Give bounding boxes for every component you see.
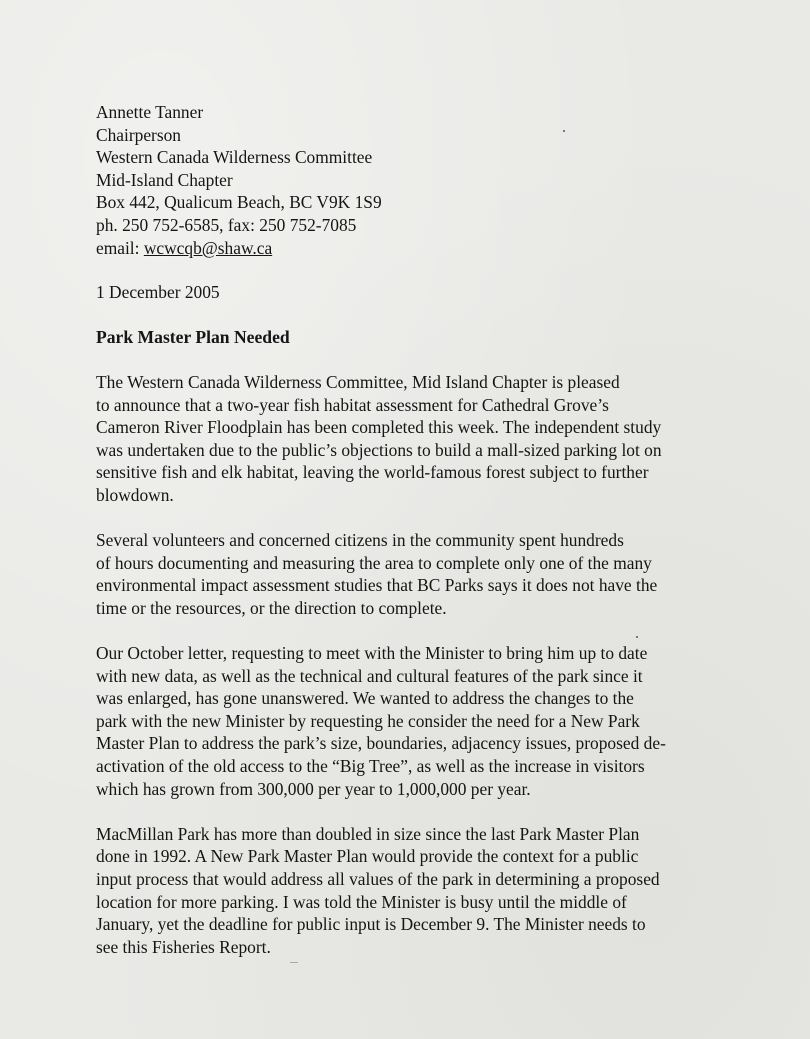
letter-body <box>96 101 746 958</box>
paragraph-line: January, yet the deadline for public input is December 9. The Minister needs to <box>96 914 646 935</box>
paragraph-line: of hours documenting and measuring the area to complete only one of the many <box>96 552 652 573</box>
sender-address-block <box>96 101 746 259</box>
paragraph-line: sensitive fish and elk habitat, leaving the world-famous forest subject to further <box>96 462 649 483</box>
paragraph-line: was undertaken due to the public’s objections to build a mall-sized parking lot on <box>96 439 662 460</box>
sender-organization: Western Canada Wilderness Committee <box>96 147 373 168</box>
paragraph-line: Master Plan to address the park’s size, boundaries, adjacency issues, proposed de- <box>96 733 666 754</box>
paragraph-line: Cameron River Floodplain has been completed this week. The independent study <box>96 417 662 438</box>
paragraph-line: with new data, as well as the technical and cultural features of the park since it <box>96 665 643 686</box>
paragraph-2 <box>96 529 746 619</box>
paragraph-line: was enlarged, has gone unanswered. We wanted to address the changes to the <box>96 688 634 709</box>
sender-name: Annette Tanner <box>96 102 204 122</box>
paragraph-line: Several volunteers and concerned citizens in the community spent hundreds <box>96 530 624 551</box>
paragraph-line: MacMillan Park has more than doubled in size since the last Park Master Plan <box>96 823 640 844</box>
paragraph-line: location for more parking. I was told the Minister is busy until the middle of <box>96 891 627 912</box>
paragraph-line: which has grown from 300,000 per year to 1,000,000 per year. <box>96 778 531 799</box>
sender-email-label: email: <box>96 237 144 258</box>
paragraph-line: input process that would address all values of the park in determining a proposed <box>96 869 660 889</box>
sender-email-link[interactable]: wcwcqb@shaw.ca <box>143 237 273 258</box>
paragraph-line: The Western Canada Wilderness Committee, Mid Island Chapter is pleased <box>96 371 620 392</box>
paragraph-line: park with the new Minister by requesting he consider the need for a New Park <box>96 710 640 731</box>
paragraph-line: time or the resources, or the direction to complete. <box>96 597 447 618</box>
paragraph-line: activation of the old access to the “Big Tree”, as well as the increase in visitors <box>96 756 645 777</box>
letter-heading: Park Master Plan Needed <box>96 326 290 347</box>
paragraph-line: done in 1992. A New Park Master Plan would provide the context for a public <box>96 846 639 867</box>
paper-speck <box>290 962 298 963</box>
paragraph-line: to announce that a two-year fish habitat assessment for Cathedral Grove’s <box>96 394 609 415</box>
paragraph-line: Our October letter, requesting to meet with the Minister to bring him up to date <box>96 643 648 664</box>
sender-phone-fax: ph. 250 752-6585, fax: 250 752-7085 <box>96 214 357 235</box>
paragraph-3 <box>96 642 746 800</box>
paragraph-line: blowdown. <box>96 484 174 505</box>
sender-email-line <box>96 237 746 260</box>
paragraph-line: see this Fisheries Report. <box>96 936 271 957</box>
paragraph-1 <box>96 371 746 507</box>
sender-address: Box 442, Qualicum Beach, BC V9K 1S9 <box>96 192 382 213</box>
sender-title: Chairperson <box>96 124 182 145</box>
letter-date: 1 December 2005 <box>96 282 220 303</box>
paragraph-4 <box>96 823 746 959</box>
paragraph-line: environmental impact assessment studies that BC Parks says it does not have the <box>96 575 658 596</box>
sender-chapter: Mid-Island Chapter <box>96 169 233 190</box>
